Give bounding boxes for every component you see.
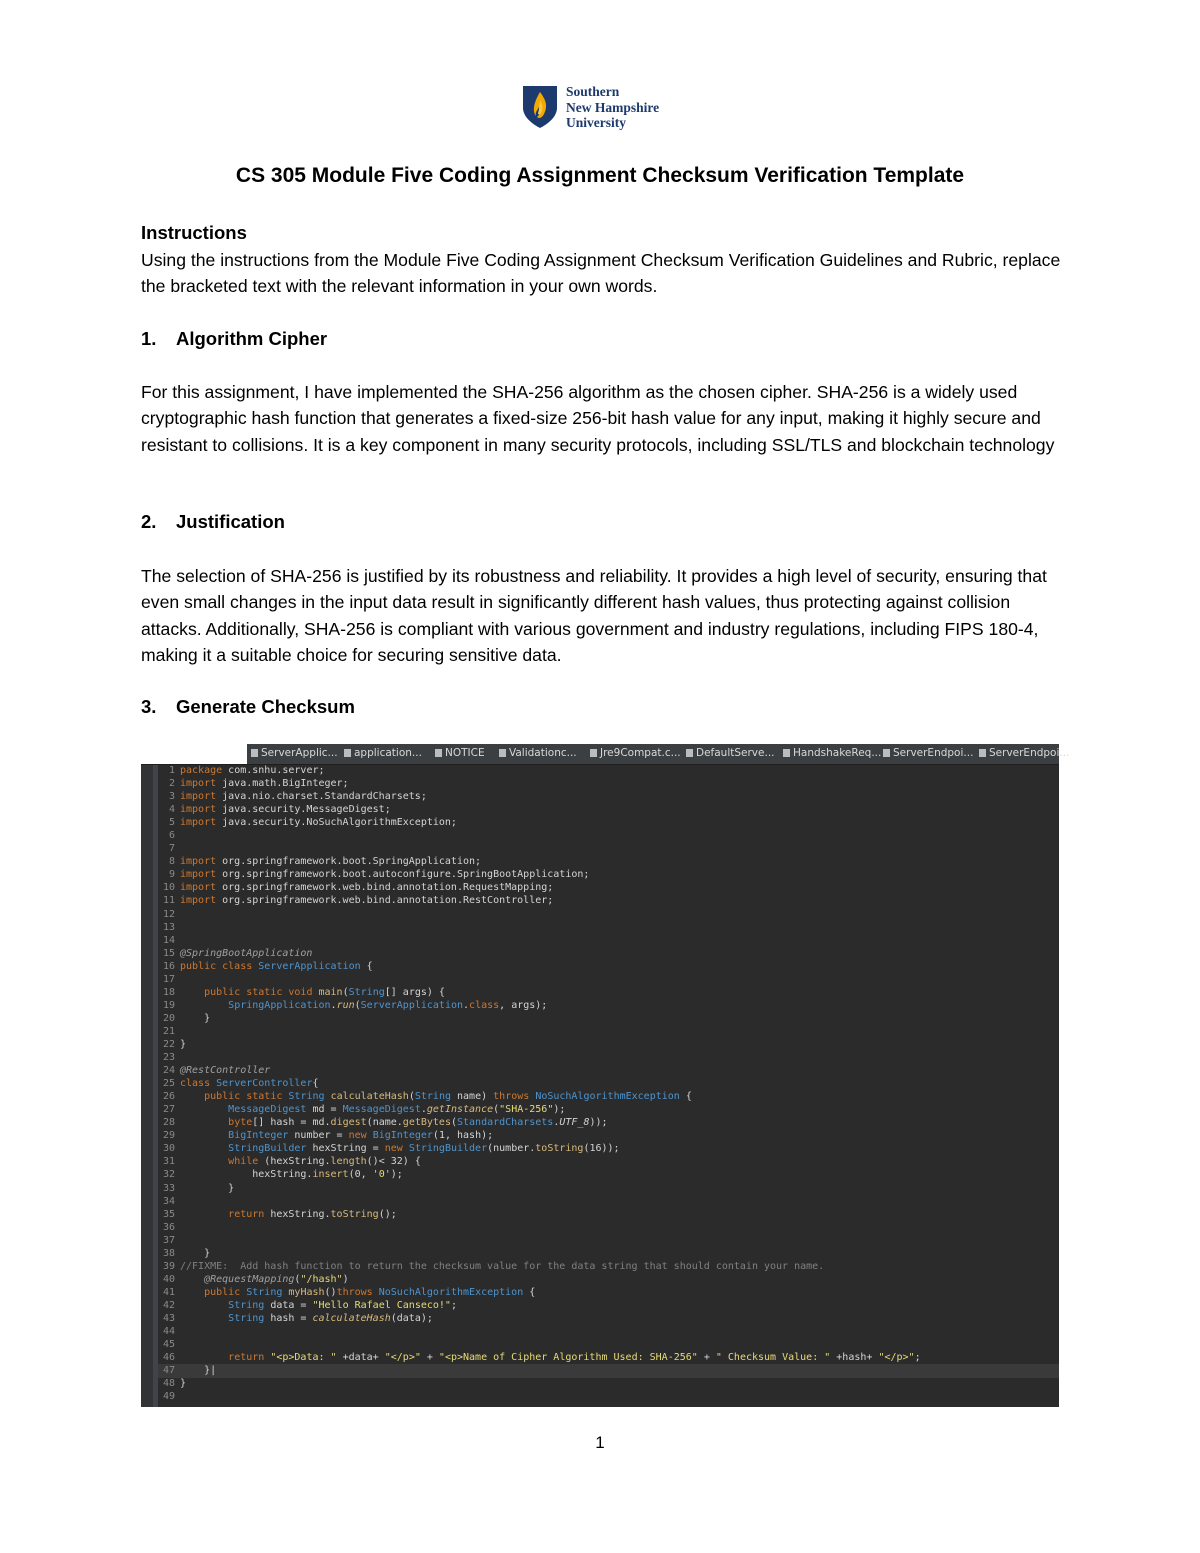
- editor-tab[interactable]: ServerApplic...: [251, 747, 338, 759]
- editor-tab[interactable]: ServerEndpoi...: [883, 747, 973, 759]
- section-3-number: 3.: [141, 696, 157, 717]
- editor-tab[interactable]: DefaultServe...: [686, 747, 775, 759]
- editor-tab[interactable]: ServerEndpoi...: [979, 747, 1069, 759]
- section-2-number: 2.: [141, 511, 157, 532]
- university-logo: [521, 84, 691, 134]
- editor-gutter: [141, 765, 153, 1407]
- editor-tab[interactable]: application...: [344, 747, 422, 759]
- section-2-title: Justification: [176, 511, 285, 532]
- section-1-body: For this assignment, I have implemented the SHA-256 algorithm as the chosen cipher. SHA-256 is a widely used cryptographic hash function that generates a fixed-size 256-bit hash value for any input, making it highly secure and resistant to collisions. It is a key component in many security protocols, including SSL/TLS and blockchain technology: [141, 382, 1055, 455]
- section-2-heading: [141, 511, 285, 533]
- instructions-heading: Instructions: [141, 222, 247, 243]
- page-number: 1: [595, 1433, 605, 1452]
- file-icon: [344, 749, 351, 757]
- java-file-icon: [251, 749, 258, 757]
- section-1-heading: [141, 328, 327, 350]
- logo-line-2: New Hampshire: [566, 99, 660, 115]
- class-file-icon: [686, 749, 693, 757]
- document-title: CS 305 Module Five Coding Assignment Checksum Verification Template: [235, 164, 965, 187]
- instructions-body: Using the instructions from the Module Five Coding Assignment Checksum Verification Guidelines and Rubric, replace the bracketed text with the relevant information in your own words.: [141, 250, 1061, 297]
- class-file-icon: [783, 749, 790, 757]
- shield-flame-icon: [521, 84, 559, 130]
- editor-tab[interactable]: Validationc...: [499, 747, 577, 759]
- editor-ruler: [153, 765, 158, 1407]
- section-1-number: 1.: [141, 328, 157, 349]
- logo-line-3: University: [566, 115, 626, 130]
- section-1-title: Algorithm Cipher: [176, 328, 328, 349]
- editor-tab[interactable]: NOTICE: [435, 747, 485, 759]
- ide-code-screenshot: [141, 744, 1070, 1407]
- logo-wordmark: [566, 84, 659, 131]
- section-3-title: Generate Checksum: [176, 696, 355, 717]
- class-file-icon: [979, 749, 986, 757]
- editor-tab-bar: [141, 744, 1070, 765]
- section-3-heading: [141, 696, 355, 718]
- section-2-body: The selection of SHA-256 is justified by its robustness and reliability. It provides a high level of security, ensuring that even small changes in the input data result in significantly different hash values, thus protecting against collision attacks. Additionally, SHA-256 is compliant with various government and industry regulations, including FIPS 180-4, making it a suitable choice for securing sensitive data.: [141, 566, 1047, 666]
- editor-tab[interactable]: HandshakeReq...: [783, 747, 881, 759]
- logo-line-1: Southern: [566, 84, 620, 99]
- class-file-icon: [590, 749, 597, 757]
- editor-tab[interactable]: Jre9Compat.c...: [590, 747, 681, 759]
- class-file-icon: [883, 749, 890, 757]
- file-icon: [435, 749, 442, 757]
- class-file-icon: [499, 749, 506, 757]
- java-source-code[interactable]: 1 package com.snhu.server; 2 import java.math.BigInteger; 3 import java.nio.charset.StandardCharsets; 4 import java.security.MessageDigest; 5 import java.security.NoSuchAlgorithmException; 6 7 8 import org.springframework.boot.SpringApplication; 9 import org.springframework.boot.autoconfigure.SpringBootApplication; 10 import org.springframework.web.bind.annotation.RequestMapping; 11 import org.springframework.web.bind.annotation.RestController; 12 13 14 15 @SpringBootApplication 16 public class ServerApplication { 17 18 public static void main(String[] args) { 19 SpringApplication.run(ServerApplication.class, args); 20 } 21 22 } 23 24 @RestController 25 class ServerController{ 26 public static String calculateHash(String name) throws NoSuchAlgorithmException { 27 MessageDigest md = MessageDigest.getInstance("SHA-256"); 28 byte[] hash = md.digest(name.getBytes(StandardCharsets.UTF_8)); 29 BigInteger number = new BigInteger(1, hash); 30 StringBuilder hexString = new StringBuilder(number.toString(16)); 31 while (hexString.length()< 32) { 32 hexString.insert(0, '0'); 33 } 34 35 return hexString.toString(); 36 37 38 } 39 //FIXME: Add hash function to return the checksum value for the data string that should contain your name. 40 @RequestMapping("/hash") 41 public String myHash()throws NoSuchAlgorithmException { 42 String data = "Hello Rafael Canseco!"; 43 String hash = calculateHash(data); 44 45 46 return "<p>Data: " +data+ "</p>" + "<p>Name of Cipher Algorithm Used: SHA-256" + " Checksum Value: " +hash+ "</p>"; 47 }| 48 } 49: [162, 765, 921, 1403]
- tab-bar-blank: [141, 744, 247, 764]
